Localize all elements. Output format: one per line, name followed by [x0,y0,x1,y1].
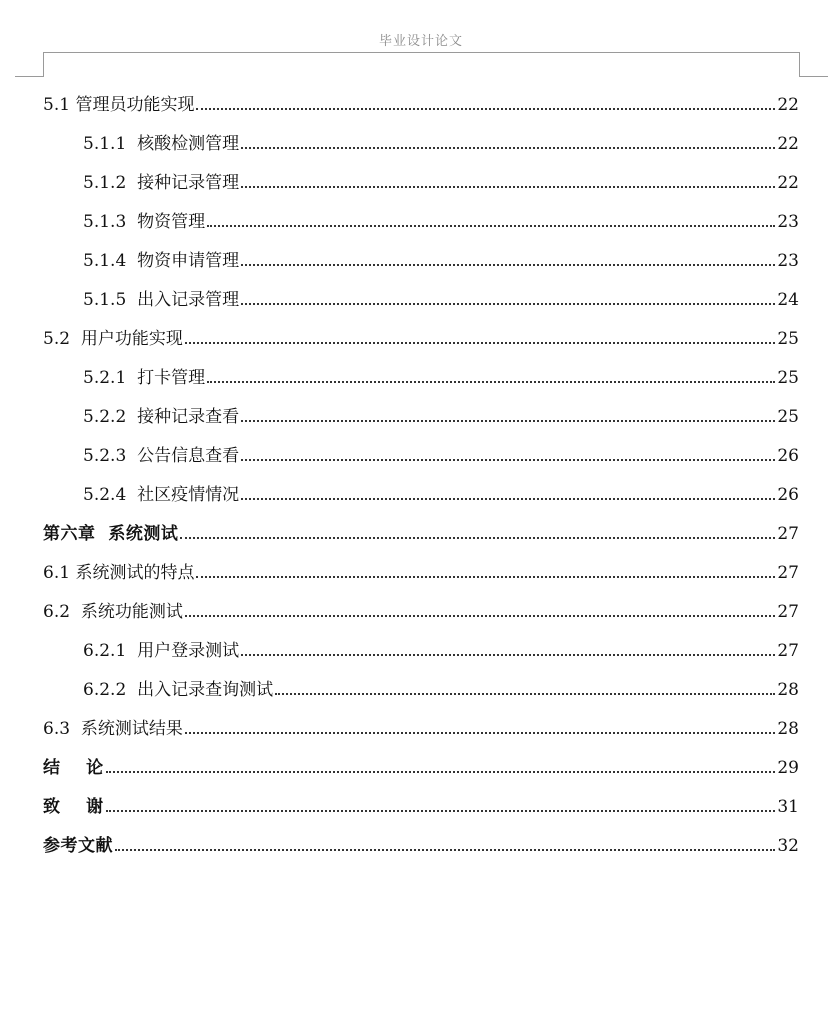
toc-entry-page-number: 27 [777,524,799,544]
toc-dot-leader [241,459,775,461]
toc-entry[interactable] [43,390,799,429]
toc-entry-page-number: 22 [777,173,799,193]
toc-entry-page-number: 31 [777,797,799,817]
toc-dot-leader [106,810,776,812]
toc-entry-title: 5.2.4 社区疫情情况 [83,485,240,505]
toc-entry-title: 5.1.1 核酸检测管理 [83,134,240,154]
toc-entry[interactable] [43,780,799,819]
toc-dot-leader [185,615,776,617]
toc-entry-page-number: 26 [777,485,799,505]
toc-entry-page-number: 24 [777,290,799,310]
toc-dot-leader [115,849,775,851]
toc-entry-title: 6.3 系统测试结果 [43,719,183,739]
toc-entry-title: 5.2 用户功能实现 [43,329,183,349]
page-header [43,26,799,53]
toc-dot-leader [180,537,775,539]
toc-entry-page-number: 27 [777,602,799,622]
toc-entry-page-number: 29 [777,758,799,778]
toc-entry-title: 6.1 系统测试的特点 [43,563,195,583]
toc-entry[interactable] [43,234,799,273]
toc-entry-page-number: 23 [777,251,799,271]
toc-entry-title: 5.1.2 接种记录管理 [83,173,240,193]
toc-entry[interactable] [43,429,799,468]
toc-entry[interactable] [43,468,799,507]
toc-entry[interactable] [43,117,799,156]
crop-mark-right [799,52,828,77]
toc-entry-title: 5.1.4 物资申请管理 [83,251,240,271]
toc-dot-leader [106,771,776,773]
toc-entry-title: 5.1.5 出入记录管理 [83,290,240,310]
toc-entry[interactable] [43,585,799,624]
toc-entry[interactable] [43,663,799,702]
toc-entry-title: 6.2.2 出入记录查询测试 [83,680,274,700]
toc-entry[interactable] [43,507,799,546]
toc-entry[interactable] [43,312,799,351]
toc-entry[interactable] [43,273,799,312]
crop-mark-left [15,52,44,77]
toc-entry-page-number: 22 [777,134,799,154]
toc-entry[interactable] [43,195,799,234]
toc-entry-page-number: 28 [777,680,799,700]
toc-dot-leader [241,147,775,149]
toc-dot-leader [275,693,775,695]
toc-entry-title: 致 谢 [43,797,104,817]
header-title: 毕业设计论文 [378,34,463,49]
toc-entry-title: 5.1 管理员功能实现 [43,95,195,115]
toc-entry-page-number: 22 [777,95,799,115]
toc-entry[interactable] [43,702,799,741]
toc-dot-leader [207,225,775,227]
toc-entry[interactable] [43,546,799,585]
toc-entry[interactable] [43,741,799,780]
toc-dot-leader [207,381,775,383]
toc-dot-leader [241,186,775,188]
toc-entry-page-number: 26 [777,446,799,466]
toc-entry[interactable] [43,624,799,663]
toc-entry-page-number: 25 [777,329,799,349]
toc-entry-title: 5.1.3 物资管理 [83,212,206,232]
toc-entry-title: 6.2.1 用户登录测试 [83,641,240,661]
toc-dot-leader [185,732,776,734]
toc-entry-page-number: 23 [777,212,799,232]
toc-entry-title: 6.2 系统功能测试 [43,602,183,622]
toc-dot-leader [241,420,775,422]
toc-entry-page-number: 32 [777,836,799,856]
toc-dot-leader [241,303,775,305]
table-of-contents [43,78,799,858]
toc-entry-page-number: 27 [777,563,799,583]
toc-entry-title: 结 论 [43,758,104,778]
toc-entry-page-number: 28 [777,719,799,739]
toc-dot-leader [196,108,775,110]
toc-dot-leader [241,654,775,656]
toc-entry-page-number: 27 [777,641,799,661]
toc-entry[interactable] [43,819,799,858]
toc-dot-leader [185,342,776,344]
toc-dot-leader [241,264,775,266]
toc-entry-title: 参考文献 [43,836,113,856]
toc-dot-leader [241,498,775,500]
toc-entry-page-number: 25 [777,368,799,388]
toc-entry-page-number: 25 [777,407,799,427]
toc-dot-leader [196,576,775,578]
toc-entry[interactable] [43,351,799,390]
toc-entry-title: 第六章 系统测试 [43,524,179,544]
toc-entry-title: 5.2.2 接种记录查看 [83,407,240,427]
toc-entry-title: 5.2.3 公告信息查看 [83,446,240,466]
toc-entry[interactable] [43,156,799,195]
toc-entry[interactable] [43,78,799,117]
toc-entry-title: 5.2.1 打卡管理 [83,368,206,388]
